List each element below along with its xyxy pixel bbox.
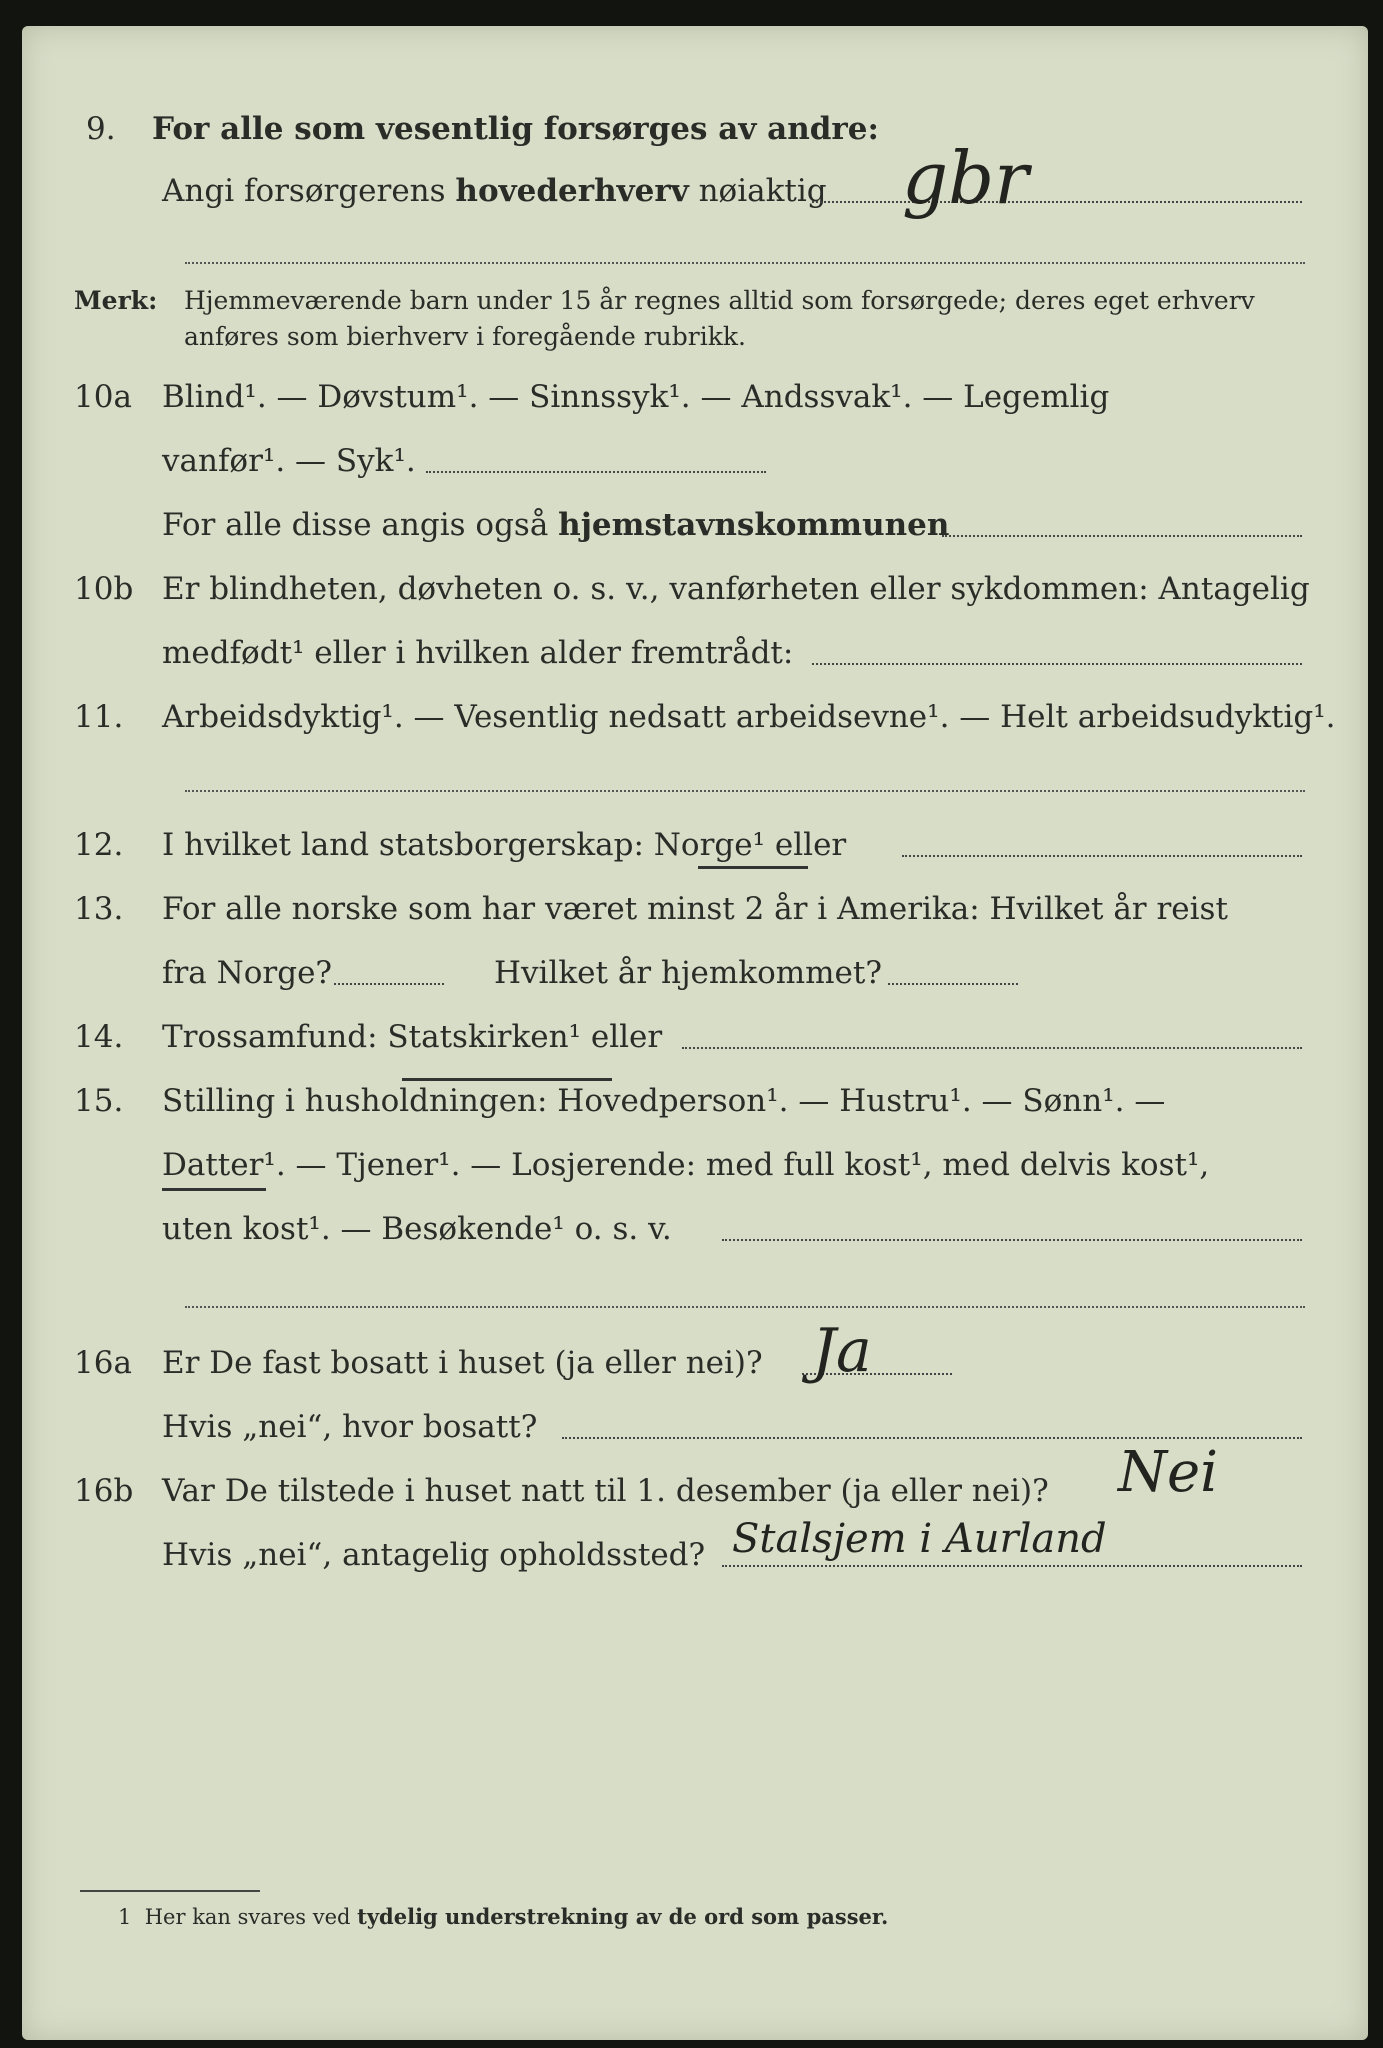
q15-line2: Datter¹. — Tjener¹. — Losjerende: med full kost¹, med delvis kost¹, bbox=[162, 1147, 1210, 1183]
q10b-line2-fill bbox=[812, 662, 1302, 665]
q12-line1-fill bbox=[902, 854, 1302, 857]
merk-line2: anføres som bierhverv i foregående rubrikk. bbox=[184, 322, 746, 351]
q14-number: 14. bbox=[74, 1019, 124, 1055]
q14-line1-pre: Trossamfund: bbox=[162, 1019, 378, 1055]
q16b-line1: Var De tilstede i huset natt til 1. desember (ja eller nei)? bbox=[162, 1473, 1049, 1509]
q14-line1-post: eller bbox=[590, 1019, 663, 1055]
q16a-line2-fill bbox=[562, 1436, 1302, 1439]
merk-line1: Hjemmeværende barn under 15 år regnes alltid som forsørgede; deres eget erhverv bbox=[184, 286, 1255, 315]
separator bbox=[185, 1306, 1305, 1308]
q16a-line1: Er De fast bosatt i huset (ja eller nei)? bbox=[162, 1345, 763, 1381]
q16a-line2: Hvis „nei“, hvor bosatt? bbox=[162, 1409, 538, 1445]
q16a-number: 16a bbox=[74, 1345, 132, 1381]
q16a-answer: Ja bbox=[812, 1316, 872, 1386]
q9-answer-line bbox=[812, 200, 1302, 203]
footnote-bold: tydelig understrekning av de ord som passer. bbox=[357, 1904, 889, 1929]
footnote-mark: 1 bbox=[118, 1905, 132, 1929]
merk-label: Merk: bbox=[74, 286, 158, 315]
q10a-line1: Blind¹. — Døvstum¹. — Sinnssyk¹. — Andssvak¹. — Legemlig bbox=[162, 379, 1110, 415]
q9-number: 9. bbox=[86, 111, 116, 147]
q12-line1-pre: I hvilket land statsborgerskap: bbox=[162, 827, 644, 863]
q16b-answer2: Stalsjem i Aurland bbox=[732, 1516, 1107, 1562]
q12-line1 bbox=[162, 827, 847, 863]
q10a-line3 bbox=[162, 507, 950, 543]
q9-line2-pre: Angi forsørgerens bbox=[162, 173, 446, 209]
q10a-line3-fill bbox=[942, 534, 1302, 537]
footnote-rule bbox=[80, 1890, 260, 1892]
footnote-pre: Her kan svares ved bbox=[144, 1905, 351, 1929]
q14-statskirken: Statskirken¹ bbox=[387, 1019, 581, 1055]
q16b-line2-fill bbox=[722, 1564, 1302, 1567]
q16b-line2: Hvis „nei“, antagelig opholdssted? bbox=[162, 1537, 706, 1573]
census-form-page bbox=[22, 26, 1368, 2040]
q16b-number: 16b bbox=[74, 1473, 134, 1509]
q10b-line1: Er blindheten, døvheten o. s. v., vanførheten eller sykdommen: Antagelig bbox=[162, 571, 1310, 607]
q12-norge: Norge¹ bbox=[653, 827, 766, 863]
q11-number: 11. bbox=[74, 699, 124, 735]
q15-line1: Stilling i husholdningen: Hovedperson¹. — Hustru¹. — Sønn¹. — bbox=[162, 1083, 1166, 1119]
separator bbox=[185, 790, 1305, 792]
q9-title: For alle som vesentlig forsørges av andre: bbox=[152, 111, 879, 147]
q13-line2b-fill bbox=[888, 982, 1018, 985]
q13-line2a: fra Norge? bbox=[162, 955, 333, 991]
q14-line1-fill bbox=[682, 1046, 1302, 1049]
q15-line3: uten kost¹. — Besøkende¹ o. s. v. bbox=[162, 1211, 672, 1247]
q10a-line2-fill bbox=[426, 470, 766, 473]
q12-number: 12. bbox=[74, 827, 124, 863]
q9-answer: gbr bbox=[902, 136, 1029, 220]
q9-line2-post: nøiaktig bbox=[698, 173, 827, 209]
q10a-number: 10a bbox=[74, 379, 132, 415]
q13-number: 13. bbox=[74, 891, 124, 927]
q10a-line3-pre: For alle disse angis også bbox=[162, 507, 549, 543]
q10a-line2: vanfør¹. — Syk¹. bbox=[162, 443, 416, 479]
q13-line2a-fill bbox=[334, 982, 444, 985]
q10b-number: 10b bbox=[74, 571, 134, 607]
q15-datter-underline bbox=[162, 1188, 266, 1191]
q16b-answer1: Nei bbox=[1118, 1440, 1219, 1505]
q11-line1: Arbeidsdyktig¹. — Vesentlig nedsatt arbeidsevne¹. — Helt arbeidsudyktig¹. bbox=[162, 699, 1336, 735]
q13-line2b: Hvilket år hjemkommet? bbox=[494, 955, 882, 991]
q10a-line3-bold: hjemstavnskommunen bbox=[558, 507, 950, 543]
separator bbox=[185, 262, 1305, 264]
q9-line2 bbox=[162, 173, 827, 209]
q9-line2-bold: hovederhverv bbox=[455, 173, 689, 209]
q15-number: 15. bbox=[74, 1083, 124, 1119]
q14-statskirken-underline bbox=[402, 1078, 612, 1081]
q10b-line2: medfødt¹ eller i hvilken alder fremtrådt: bbox=[162, 635, 794, 671]
q13-line1: For alle norske som har været minst 2 år i Amerika: Hvilket år reist bbox=[162, 891, 1228, 927]
q12-line1-post: eller bbox=[774, 827, 847, 863]
q14-line1 bbox=[162, 1019, 663, 1055]
q15-line3-fill bbox=[722, 1238, 1302, 1241]
q12-norge-underline bbox=[698, 866, 808, 869]
footnote bbox=[118, 1906, 888, 1928]
